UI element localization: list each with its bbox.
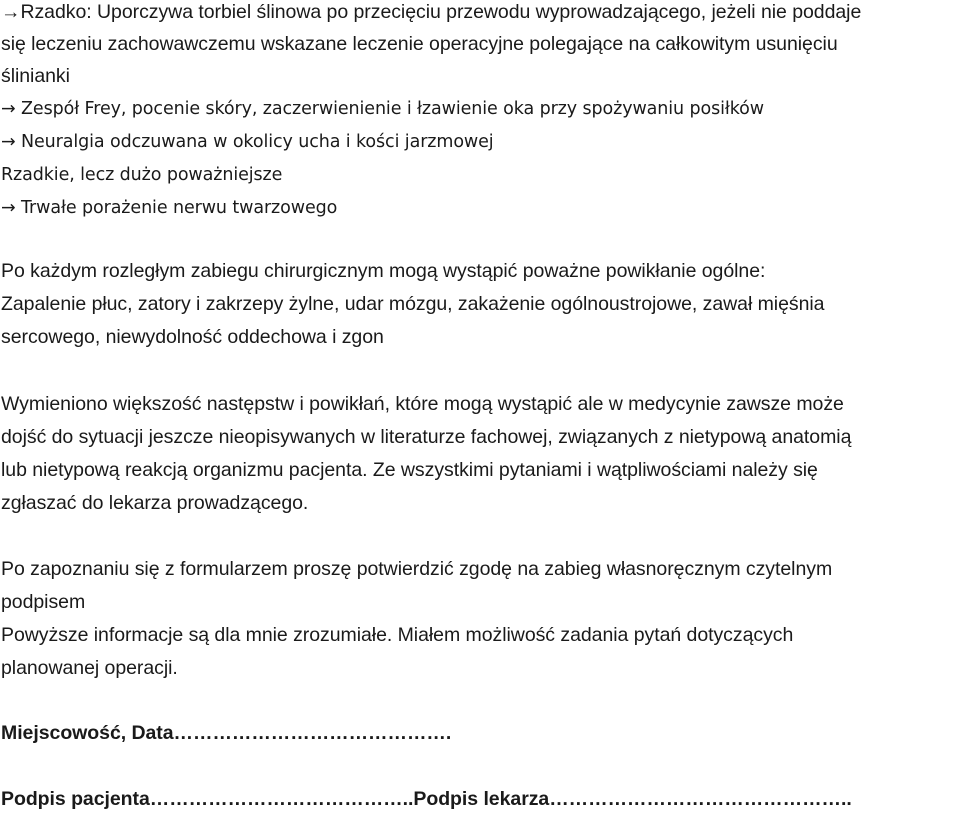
complication-rare-cyst-line-1: →Rzadko: Uporczywa torbiel ślinowa po przecięciu przewodu wyprowadzającego, jeżeli nie poddaje — [1, 1, 862, 23]
place-date-field: Miejscowość, Data……………………………………. — [1, 722, 452, 744]
disclaimer-line-2: dojść do sytuacji jeszcze nieopisywanych w literaturze fachowej, związanych z nietypową anatomią — [1, 426, 852, 448]
complication-neuralgia: → Neuralgia odczuwana w okolicy ucha i kości jarzmowej — [1, 132, 494, 152]
consent-instruction-line-2: podpisem — [1, 591, 86, 613]
complication-rare-cyst-line-3: ślinianki — [1, 65, 70, 87]
complication-facial-nerve-palsy: → Trwałe porażenie nerwu twarzowego — [1, 198, 338, 218]
general-complications-line-2: sercowego, niewydolność oddechowa i zgon — [1, 326, 384, 348]
general-complications-line-1: Zapalenie płuc, zatory i zakrzepy żylne, udar mózgu, zakażenie ogólnoustrojowe, zawał mięśnia — [1, 293, 825, 315]
disclaimer-line-4: zgłaszać do lekarza prowadzącego. — [1, 492, 309, 514]
signature-fields: Podpis pacjenta…………………………………..Podpis lekarza……………………………………….. — [1, 788, 852, 810]
general-complications-intro: Po każdym rozległym zabiegu chirurgicznym mogą wystąpić poważne powikłanie ogólne: — [1, 260, 766, 282]
disclaimer-line-1: Wymieniono większość następstw i powikłań, które mogą wystąpić ale w medycynie zawsze może — [1, 393, 844, 415]
complication-rare-cyst-line-2: się leczeniu zachowawczemu wskazane leczenie operacyjne polegające na całkowitym usunięciu — [1, 33, 838, 55]
disclaimer-line-3: lub nietypową reakcją organizmu pacjenta. Ze wszystkimi pytaniami i wątpliwościami należy się — [1, 459, 818, 481]
consent-instruction-line-1: Po zapoznaniu się z formularzem proszę potwierdzić zgodę na zabieg własnoręcznym czytelnym — [1, 558, 833, 580]
consent-statement-line-1: Powyższe informacje są dla mnie zrozumiałe. Miałem możliwość zadania pytań dotyczących — [1, 624, 794, 646]
heading-rare-serious: Rzadkie, lecz dużo poważniejsze — [1, 165, 283, 185]
complication-frey-syndrome: → Zespół Frey, pocenie skóry, zaczerwienienie i łzawienie oka przy spożywaniu posiłków — [1, 99, 764, 119]
consent-statement-line-2: planowanej operacji. — [1, 657, 178, 679]
